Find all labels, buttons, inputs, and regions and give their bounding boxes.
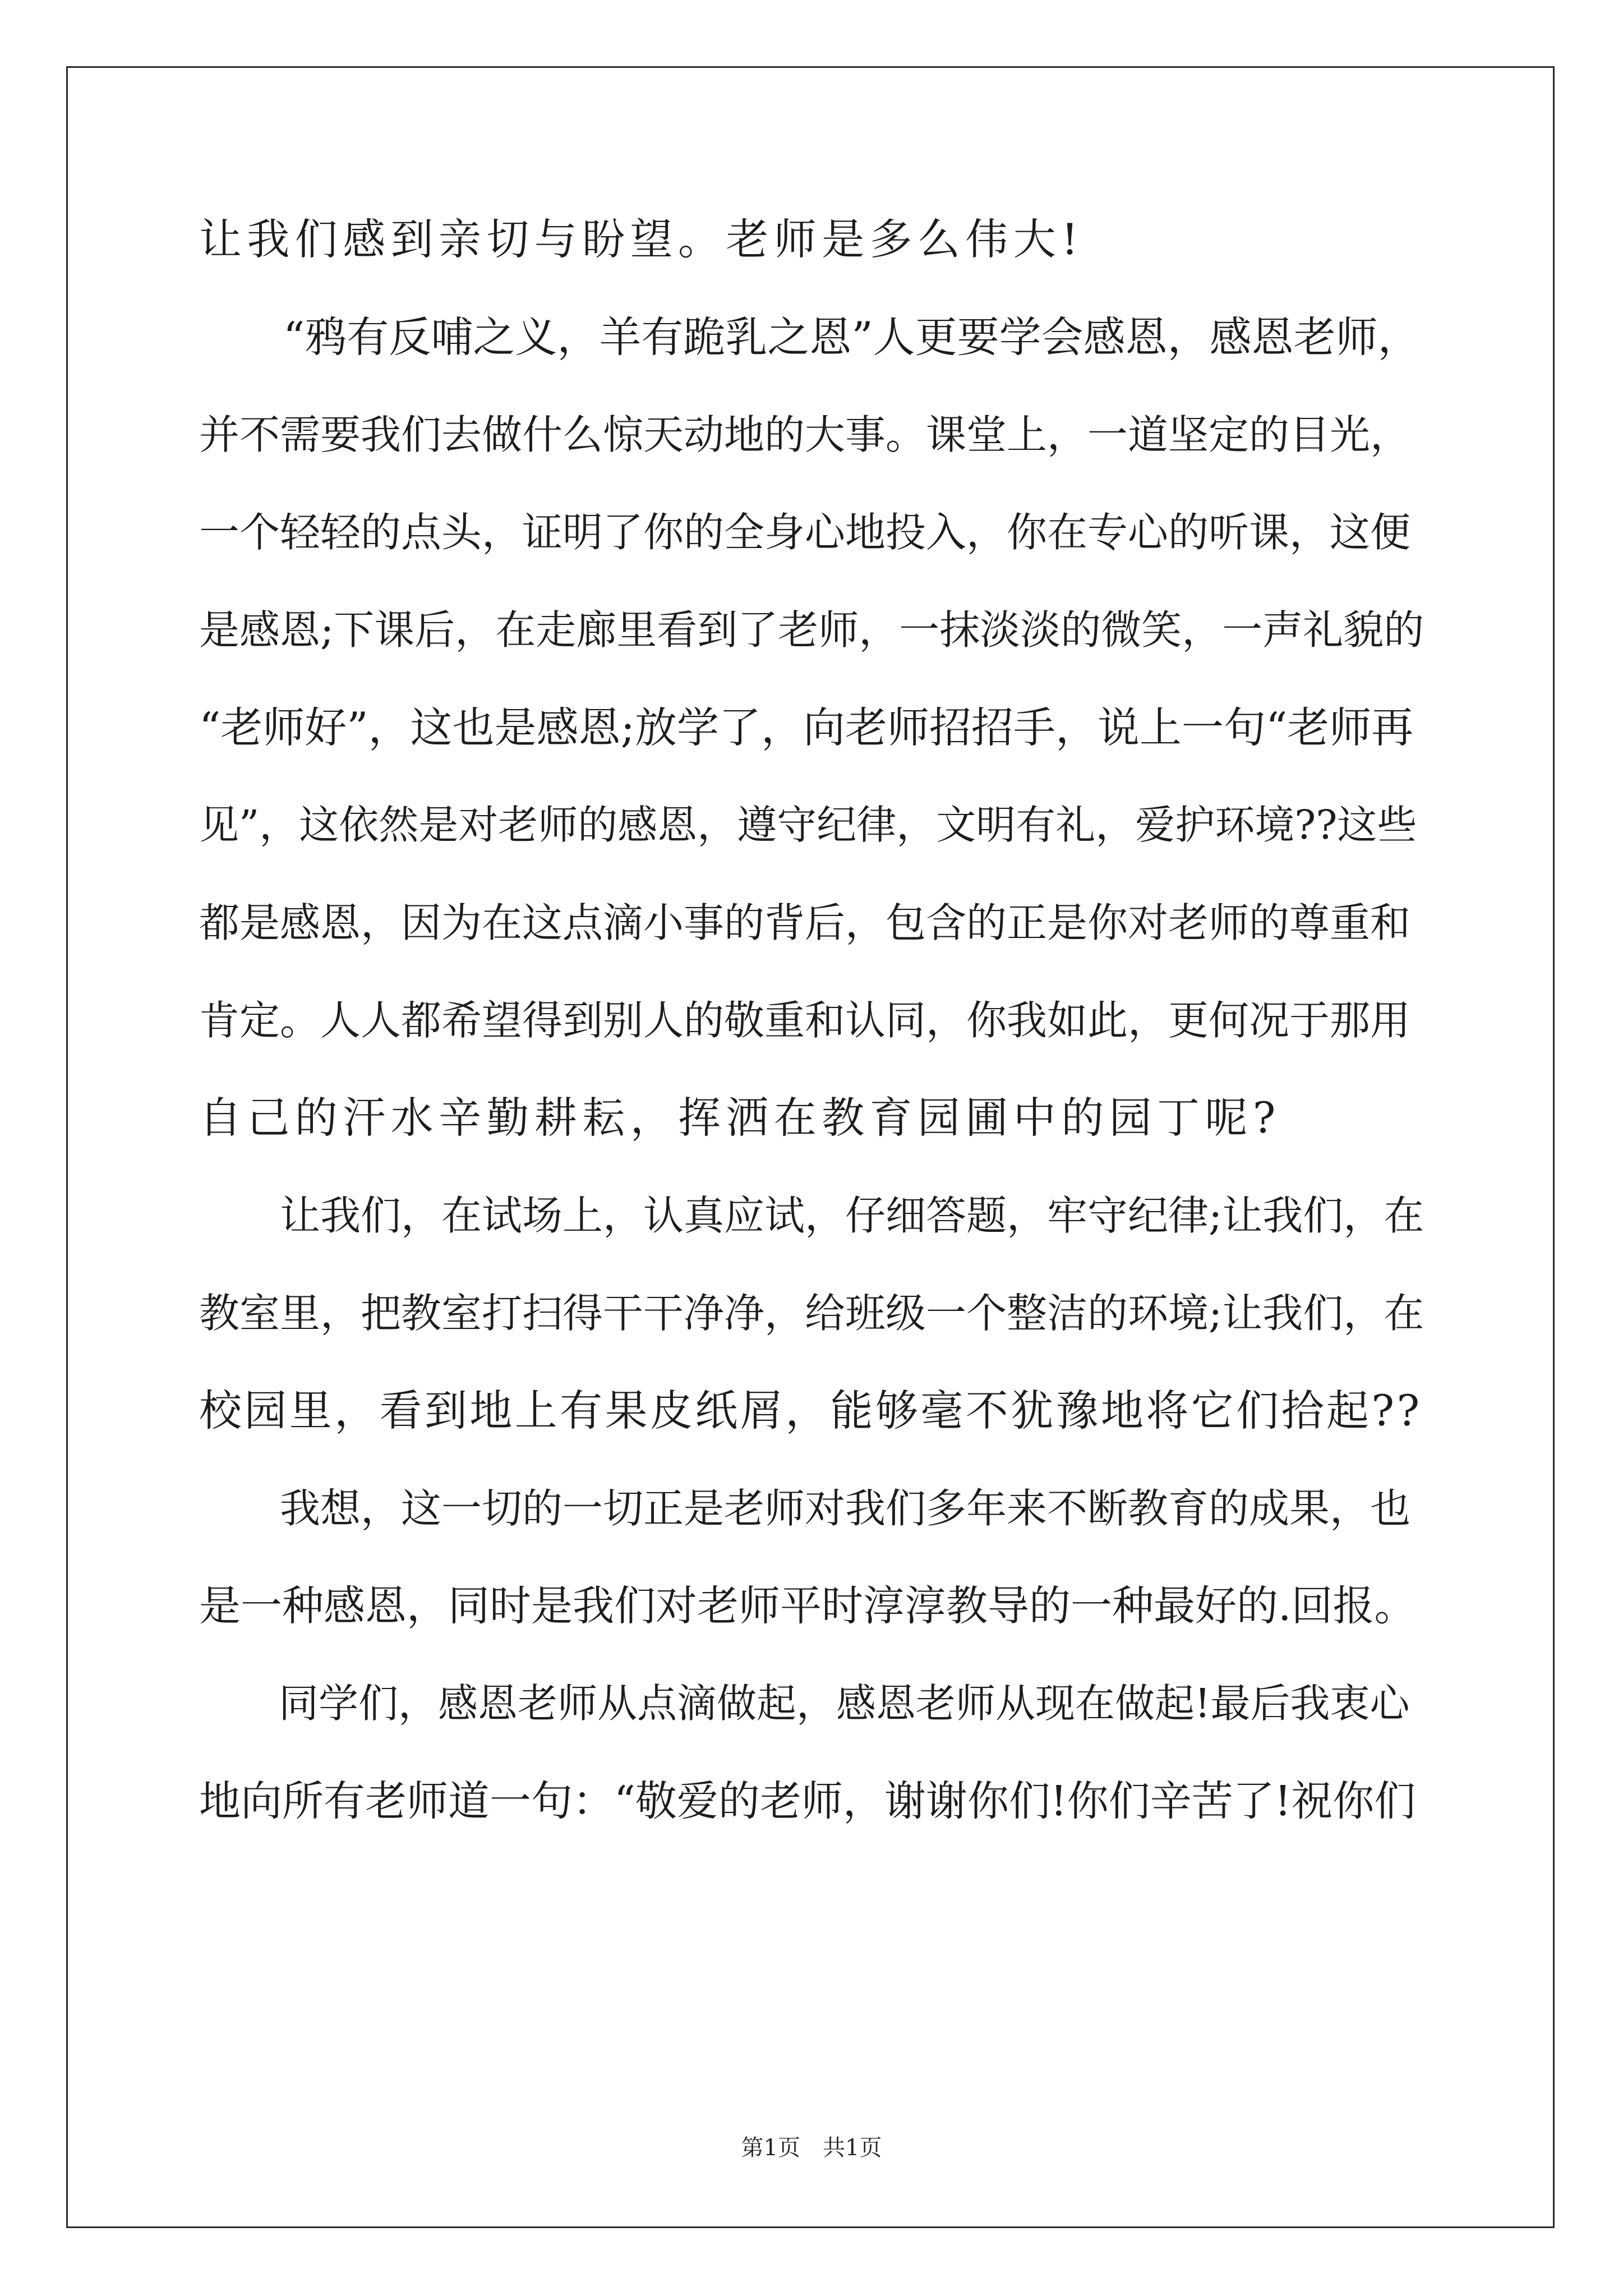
text-line: 并不需要我们去做什么惊天动地的大事。课堂上，一道坚定的目光， — [199, 411, 1411, 458]
text-line: 让我们感到亲切与盼望。老师是多么伟大! — [199, 214, 1084, 264]
text-line: 是一种感恩，同时是我们对老师平时淳淳教导的一种最好的.回报。 — [199, 1582, 1416, 1630]
text-line: 同学们，感恩老师从点滴做起，感恩老师从现在做起!最后我衷心 — [199, 1680, 1410, 1727]
text-line: 教室里，把教室打扫得干干净净，给班级一个整洁的环境;让我们，在 — [199, 1290, 1424, 1337]
text-line: 是感恩;下课后，在走廊里看到了老师，一抹淡淡的微笑，一声礼貌的 — [199, 606, 1424, 654]
text-line: 肯定。人人都希望得到别人的敬重和认同，你我如此，更何况于那用 — [199, 997, 1411, 1044]
text-line: 校园里，看到地上有果皮纸屑，能够毫不犹豫地将它们拾起?? — [199, 1386, 1422, 1435]
page-number: 第1页 共1页 — [741, 2135, 882, 2161]
text-line: 一个轻轻的点头，证明了你的全身心地投入，你在专心的听课，这便 — [199, 509, 1411, 556]
text-line: 地向所有老师道一句：“敬爱的老师，谢谢你们!你们辛苦了!祝你们 — [199, 1777, 1416, 1825]
text-line: 见”，这依然是对老师的感恩，遵守纪律，文明有礼，爱护环境??这些 — [199, 802, 1417, 848]
text-line: 都是感恩，因为在这点滴小事的背后，包含的正是你对老师的尊重和 — [199, 899, 1411, 946]
text-line: 自己的汗水辛勤耕耘，挥洒在教育园圃中的园丁呢? — [199, 1093, 1281, 1143]
text-line: “老师好”，这也是感恩;放学了，向老师招招手，说上一句“老师再 — [199, 703, 1414, 752]
page-border — [66, 66, 1555, 2228]
text-line: 让我们，在试场上，认真应试，仔细答题，牢守纪律;让我们，在 — [199, 1192, 1424, 1239]
text-line: 我想，这一切的一切正是老师对我们多年来不断教育的成果，也 — [199, 1485, 1411, 1532]
text-line: “鸦有反哺之义，羊有跪乳之恩”人更要学会感恩，感恩老师， — [199, 312, 1420, 362]
